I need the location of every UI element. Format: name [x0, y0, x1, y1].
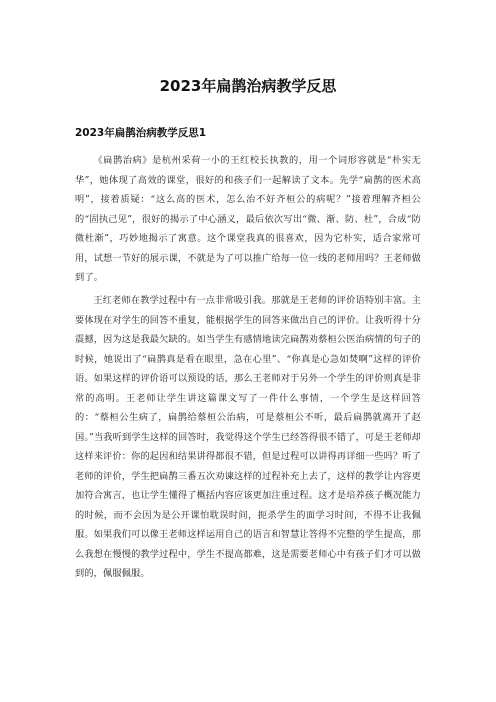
body-paragraph: 《扁鹊治病》是杭州采荷一小的王红校长执教的，用一个词形容就是“朴实无华”，她体现了高效的课堂，很好的和孩子们一起解读了文本。先学“扁鹊的医术高明”，接着质疑：“这么高的医术，怎么治不好齐桓公的病呢？”接着理解齐桓公的“固执己见”，很好的揭示了中心涵义，最后依次写出“微、渐、防、杜”，合成“防微杜渐”，巧妙地揭示了寓意。这个课堂我真的很喜欢，因为它朴实，适合家常可用，试想一节好的展示课，不就是为了可以推广给每一位一线的老师用吗？王老师做到了。: [75, 155, 421, 283]
body-paragraph: 王红老师在教学过程中有一点非常吸引我。那就是王老师的评价语特别丰富。主要体现在对学生的回答不重复，能根据学生的回答来做出自己的评价。让我听得十分震撼，因为这是我最欠缺的。如当学生有感情地读完扁鹊劝蔡桓公医治病情的句子的时候，她说出了“扁鹊真是看在眼里，急在心里”、“你真是心急如焚啊”这样的评价语。如果这样的评价语可以预设的话，那么王老师对于另外一个学生的评价则真是非常的高明。王老师让学生讲这篇课文写了一件什么事情，一个学生是这样回答的：“蔡桓公生病了，扁鹊给蔡桓公治病，可是蔡桓公不听，最后扁鹊就离开了赵国。”当我听到学生这样的回答时，我觉得这个学生已经答得很不错了，可是王老师却这样来评价：你的起因和结果讲得都很不错，但是过程可以讲得再详细一些吗？听了老师的评价，学生把扁鹊三番五次劝谏这样的过程补充上去了，这样的教学让内容更加符合寓言，也让学生懂得了概括内容应该更加注重过程。这才是培养孩子概况能力的时候，而不会因为是公开课怕耽误时间，扼杀学生的面学习时间，不得不让我佩服。如果我们可以像王老师这样运用自己的语言和智慧让答得不完整的学生提高，那么我想在慢慢的教学过程中，学生不提高都难，这是需要老师心中有孩子们才可以做到的，佩服佩服。: [75, 295, 421, 579]
document-title: 2023年扁鹊治病教学反思: [159, 77, 337, 95]
section-heading: 2023年扁鹊治病教学反思1: [75, 127, 207, 139]
